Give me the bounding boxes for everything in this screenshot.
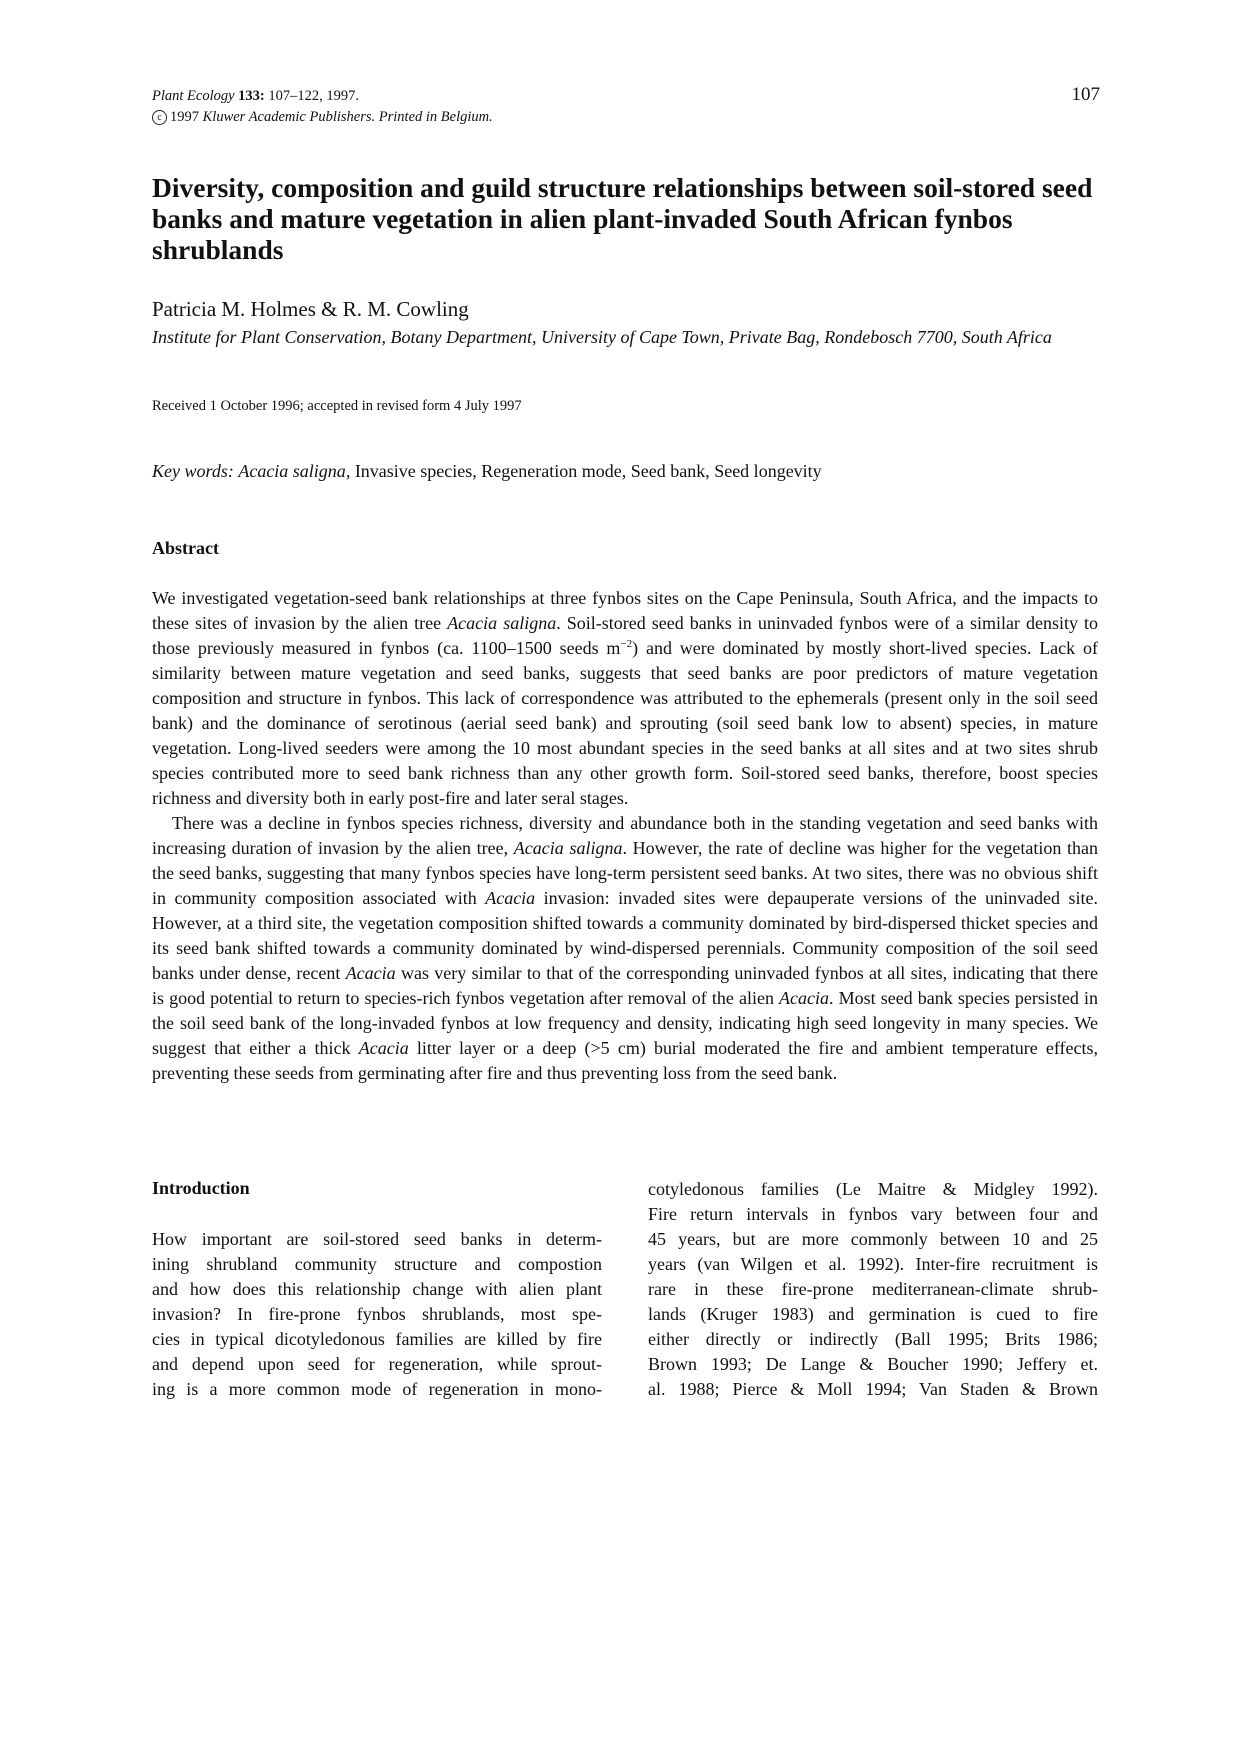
journal-name: Plant Ecology [152,88,235,104]
journal-pages: 107–122, 1997. [268,88,360,104]
abstract-paragraph-1: We investigated vegetation-seed bank relationships at three fynbos sites on the Cape Peninsula, South Africa, and the impacts to these sites of invasion by the alien tree Acacia saligna. Soil-stored seed banks in uninvaded fynbos were of a similar density to those previously measured in fynbos (ca. 1100–1500 seeds $m^{-2}$) and were dominated by mostly short-lived species. Lack of similarity between mature vegetation and seed banks, suggests that seed banks are poor predictors of mature vegetation composition and structure in fynbos. This lack of correspondence was attributed to the ephemerals (present only in the soil seed bank) and the dominance of serotinous (aerial seed bank) and sprouting (soil seed bank low to absent) species, in mature vegetation. Long-lived seeders were among the 10 most abundant species in the seed banks at all sites and at two sites shrub species contributed more to seed bank richness than any other growth form. Soil-stored seed banks, therefore, boost species richness and diversity both in early post-fire and later seral stages. [152,588,1098,808]
article-title: Diversity, composition and guild structure relationships between soil-stored seed banks and mature vegetation in alien plant-invaded South African fynbos shrublands [152,172,1093,265]
text-line: and depend upon seed for regeneration, while sprout- [152,1354,602,1374]
introduction-heading: Introduction [152,1178,250,1198]
text-line: cies in typical dicotyledonous families are killed by fire [152,1329,602,1349]
copyright-year: 1997 [170,109,199,125]
text-line: Brown 1993; De Lange & Boucher 1990; Jeffery et. [648,1354,1098,1374]
introduction-column-left [152,1227,602,1402]
text-line: and how does this relationship change with alien plant [152,1279,602,1299]
text-line: How important are soil-stored seed banks in determ- [152,1229,602,1249]
journal-volume: 133: [238,88,265,104]
text-line: years (van Wilgen et al. 1992). Inter-fire recruitment is [648,1254,1098,1274]
page-number: 107 [1071,84,1100,105]
text-line: al. 1988; Pierce & Moll 1994; Van Staden & Brown [648,1379,1098,1399]
text-line: 45 years, but are more commonly between 10 and 25 [648,1229,1098,1249]
text-line: either directly or indirectly (Ball 1995; Brits 1986; [648,1329,1098,1349]
abstract-body [152,586,1098,1086]
abstract-paragraph-2: There was a decline in fynbos species richness, diversity and abundance both in the standing vegetation and seed banks with increasing duration of invasion by the alien tree, Acacia saligna. However, the rate of decline was higher for the vegetation than the seed banks, suggesting that many fynbos species have long-term persistent seed banks. At two sites, there was no obvious shift in community composition associated with Acacia invasion: invaded sites were depauperate versions of the uninvaded site. However, at a third site, the vegetation composition shifted towards a community dominated by bird-dispersed thicket species and its seed bank shifted towards a community dominated by wind-dispersed perennials. Community composition of the soil seed banks under dense, recent Acacia was very similar to that of the corresponding uninvaded fynbos at all sites, indicating that there is good potential to return to species-rich fynbos vegetation after removal of the alien Acacia. Most seed bank species persisted in the soil seed bank of the long-invaded fynbos at low frequency and density, indicating high seed longevity in many species. We suggest that either a thick Acacia litter layer or a deep (>5 cm) burial moderated the fire and ambient temperature effects, preventing these seeds from germinating after fire and thus preventing loss from the seed bank. [152,813,1099,1083]
keywords-species: Acacia saligna [238,461,346,481]
text-line: cotyledonous families (Le Maitre & Midgley 1992). [648,1179,1098,1199]
text-line: lands (Kruger 1983) and germination is cued to fire [648,1304,1098,1324]
publisher-text: Kluwer Academic Publishers. Printed in Belgium. [202,109,493,125]
text-line: rare in these fire-prone mediterranean-climate shrub- [648,1279,1098,1299]
article-authors: Patricia M. Holmes & R. M. Cowling [152,297,469,321]
keywords-rest: , Invasive species, Regeneration mode, Seed bank, Seed longevity [345,461,822,481]
text-line: invasion? In fire-prone fynbos shrublands, most spe- [152,1304,602,1324]
keywords-line [152,461,822,482]
abstract-heading: Abstract [152,538,219,558]
introduction-column-right [648,1177,1098,1402]
author-affiliation: Institute for Plant Conservation, Botany Department, University of Cape Town, Private Bag, Rondebosch 7700, South Africa [152,327,1052,347]
received-dates: Received 1 October 1996; accepted in revised form 4 July 1997 [152,398,522,414]
copyright-icon: c [152,110,167,125]
text-line: ing is a more common mode of regeneration in mono- [152,1379,602,1399]
text-line: Fire return intervals in fynbos vary between four and [648,1204,1098,1224]
copyright-line [152,107,493,127]
journal-citation [152,86,359,106]
keywords-label: Key words: [152,461,234,481]
text-line: ining shrubland community structure and compostion [152,1254,602,1274]
